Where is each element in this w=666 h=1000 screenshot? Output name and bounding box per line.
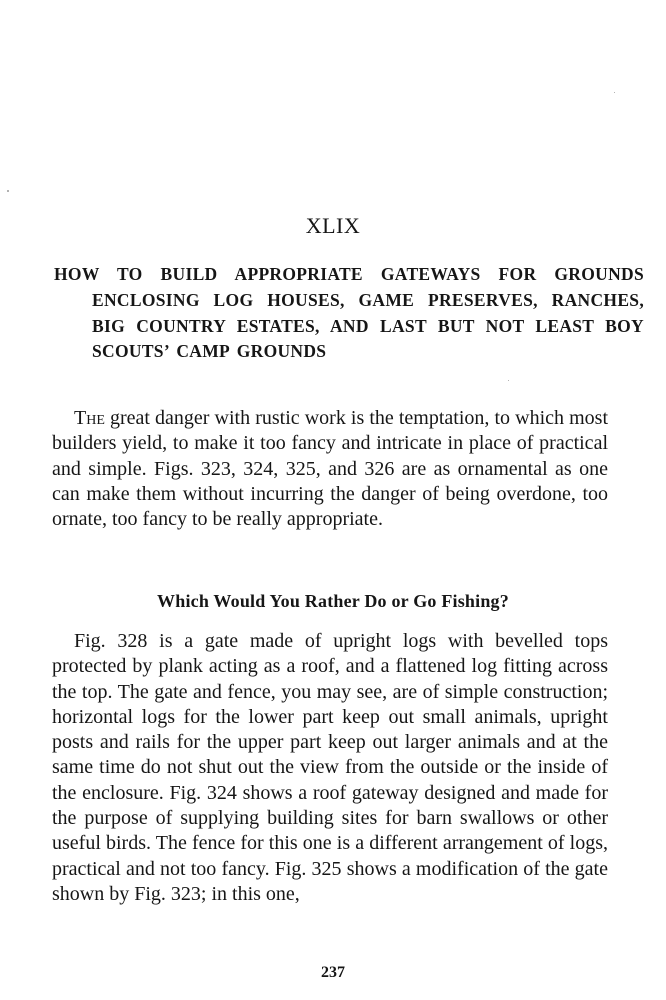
scan-speck	[614, 92, 615, 93]
paragraph-gates: Fig. 328 is a gate made of upright logs with bevelled tops protected by plank acting as a roof, and a flattened log fitting across the top. The gate and fence, you may see, are of simple construction; horizontal logs for the lower part keep out small animals, upright posts and rails for the upper part keep out larger animals and at the same time do not shut out the view from the outside or the inside of the enclosure. Fig. 324 shows a roof gateway designed and made for the purpose of supplying building sites for barn swallows or other useful birds. The fence for this one is a different arrangement of logs, practical and not too fancy. Fig. 325 shows a modification of the gate shown by Fig. 323; in this one,	[52, 630, 608, 905]
paragraph-first-word: The	[74, 407, 105, 429]
paragraph-intro-text: great danger with rustic work is the temptation, to which most builders yield, to make it too fancy and intricate in place of practical and simple. Figs. 323, 324, 325, and 326 are as ornamental as one can make them without incurring the danger of being overdone, too ornate, too fancy to be really appropriate.	[52, 407, 608, 531]
chapter-number: XLIX	[305, 213, 361, 238]
chapter-title: HOW TO BUILD APPROPRIATE GATEWAYS FOR GROUNDS ENCLOSING LOG HOUSES, GAME PRESERVES, RANCHES, BIG COUNTRY ESTATES, AND LAST BUT NOT LEAST BOY SCOUTS’ CAMP GROUNDS	[54, 264, 644, 362]
scan-speck	[508, 380, 509, 381]
page-number: 237	[321, 964, 345, 981]
section-heading: Which Would You Rather Do or Go Fishing?	[157, 591, 509, 611]
paragraph-intro	[52, 406, 608, 532]
scan-speck	[7, 190, 9, 192]
